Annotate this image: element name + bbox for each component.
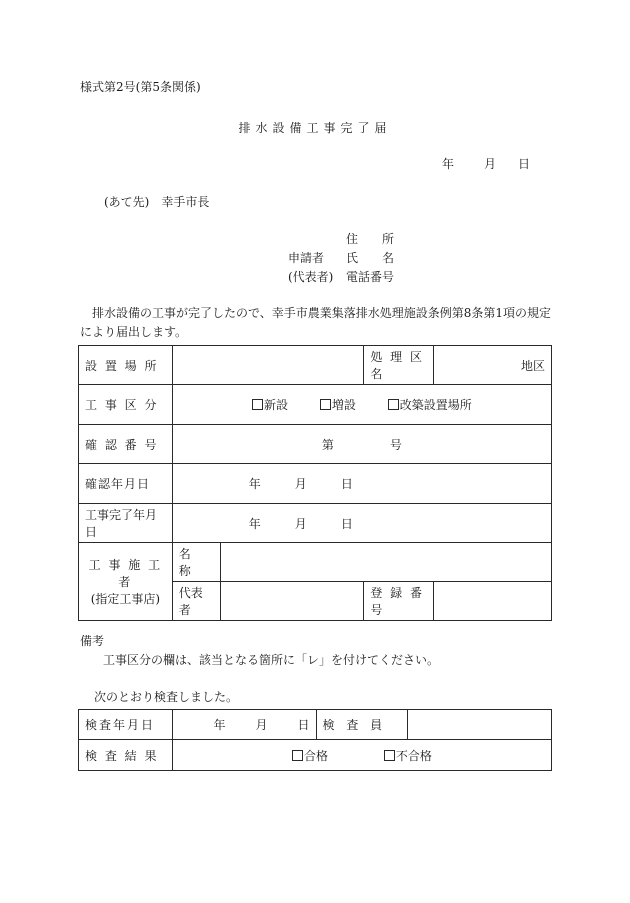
form-number: 様式第2号(第5条関係) <box>80 80 201 94</box>
contractor-rep-field[interactable] <box>220 582 364 621</box>
representative-label: (代表者) <box>288 270 334 284</box>
confirm-no-label: 確 認 番 号 <box>79 425 173 464</box>
inspection-intro: 次のとおり検査しました。 <box>94 690 239 704</box>
work-type-label: 工 事 区 分 <box>79 385 173 425</box>
option-pass[interactable] <box>292 747 328 764</box>
inspector-field[interactable] <box>408 710 552 740</box>
contractor-rep-label: 代表者 <box>172 582 220 621</box>
declaration-text: 排水設備の工事が完了したので、幸手市農業集落排水処理施設条例第8条第1項の規定により届出します。 <box>80 306 552 339</box>
contractor-title: 工 事 施 工 者 <box>88 558 163 589</box>
date-month-label: 月 <box>255 718 268 732</box>
contractor-name-label: 名 称 <box>172 543 220 582</box>
checkbox-icon[interactable] <box>292 750 303 761</box>
option-label: 合格 <box>303 748 328 763</box>
option-fail[interactable] <box>384 747 432 764</box>
option-label: 増設 <box>331 398 356 412</box>
checkbox-icon[interactable] <box>384 750 395 761</box>
option-label: 新設 <box>264 398 289 412</box>
phone-label: 電話番号 <box>346 270 395 284</box>
location-field[interactable] <box>172 346 364 385</box>
checkbox-icon[interactable] <box>320 399 331 410</box>
inspect-date-label: 検査年月日 <box>79 710 173 740</box>
location-label: 設 置 場 所 <box>79 346 173 385</box>
checkbox-icon[interactable] <box>388 399 399 410</box>
district-label: 処 理 区 名 <box>364 346 434 385</box>
address-label: 住 所 <box>346 232 395 246</box>
name-label: 氏 名 <box>346 251 395 265</box>
date-month-label: 月 <box>294 477 307 491</box>
district-field[interactable] <box>434 346 552 385</box>
confirm-no-suffix: 号 <box>389 437 402 452</box>
registration-no-field[interactable] <box>434 582 552 621</box>
contractor-subtitle: (指定工事店) <box>90 592 161 606</box>
applicant-block <box>282 230 432 287</box>
registration-no-label: 登 録 番 号 <box>364 582 434 621</box>
checkbox-icon[interactable] <box>252 399 263 410</box>
submission-date <box>442 155 530 172</box>
confirm-no-prefix: 第 <box>321 437 334 452</box>
confirm-date-label: 確認年月日 <box>79 464 173 504</box>
contractor-label <box>79 543 173 621</box>
report-table <box>78 345 552 621</box>
date-month-label: 月 <box>294 516 307 531</box>
inspector-label: 検 査 員 <box>316 710 408 740</box>
date-year-label: 年 <box>442 157 455 171</box>
work-type-options <box>172 385 551 425</box>
date-month-label: 月 <box>484 157 497 171</box>
option-label: 不合格 <box>395 748 432 763</box>
applicant-label: 申請者 <box>288 251 325 265</box>
date-day-label: 日 <box>518 157 531 171</box>
date-day-label: 日 <box>297 718 310 732</box>
date-year-label: 年 <box>248 477 261 491</box>
inspect-date-field[interactable] <box>172 710 316 740</box>
complete-date-label: 工事完了年月日 <box>79 504 173 543</box>
date-year-label: 年 <box>248 516 261 531</box>
date-day-label: 日 <box>340 516 353 531</box>
contractor-name-field[interactable] <box>220 543 551 582</box>
option-remodel[interactable] <box>388 396 472 413</box>
addressee: (あて先) 幸手市長 <box>104 195 210 209</box>
form-title: 排水設備工事完了届 <box>238 121 392 135</box>
inspection-table <box>78 709 552 771</box>
district-suffix: 地区 <box>520 358 545 373</box>
remarks-label: 備考 <box>80 634 105 648</box>
result-options <box>172 740 551 771</box>
remarks-text: 工事区分の欄は、該当となる箇所に「レ」を付けてください。 <box>103 653 440 667</box>
option-expand[interactable] <box>320 396 356 413</box>
date-day-label: 日 <box>340 477 353 491</box>
date-year-label: 年 <box>213 718 226 732</box>
confirm-no-field[interactable] <box>172 425 551 464</box>
option-label: 改築設置場所 <box>399 398 472 412</box>
option-new[interactable] <box>252 396 288 413</box>
result-label: 検 査 結 果 <box>79 740 173 771</box>
complete-date-field[interactable] <box>172 504 551 543</box>
confirm-date-field[interactable] <box>172 464 551 504</box>
